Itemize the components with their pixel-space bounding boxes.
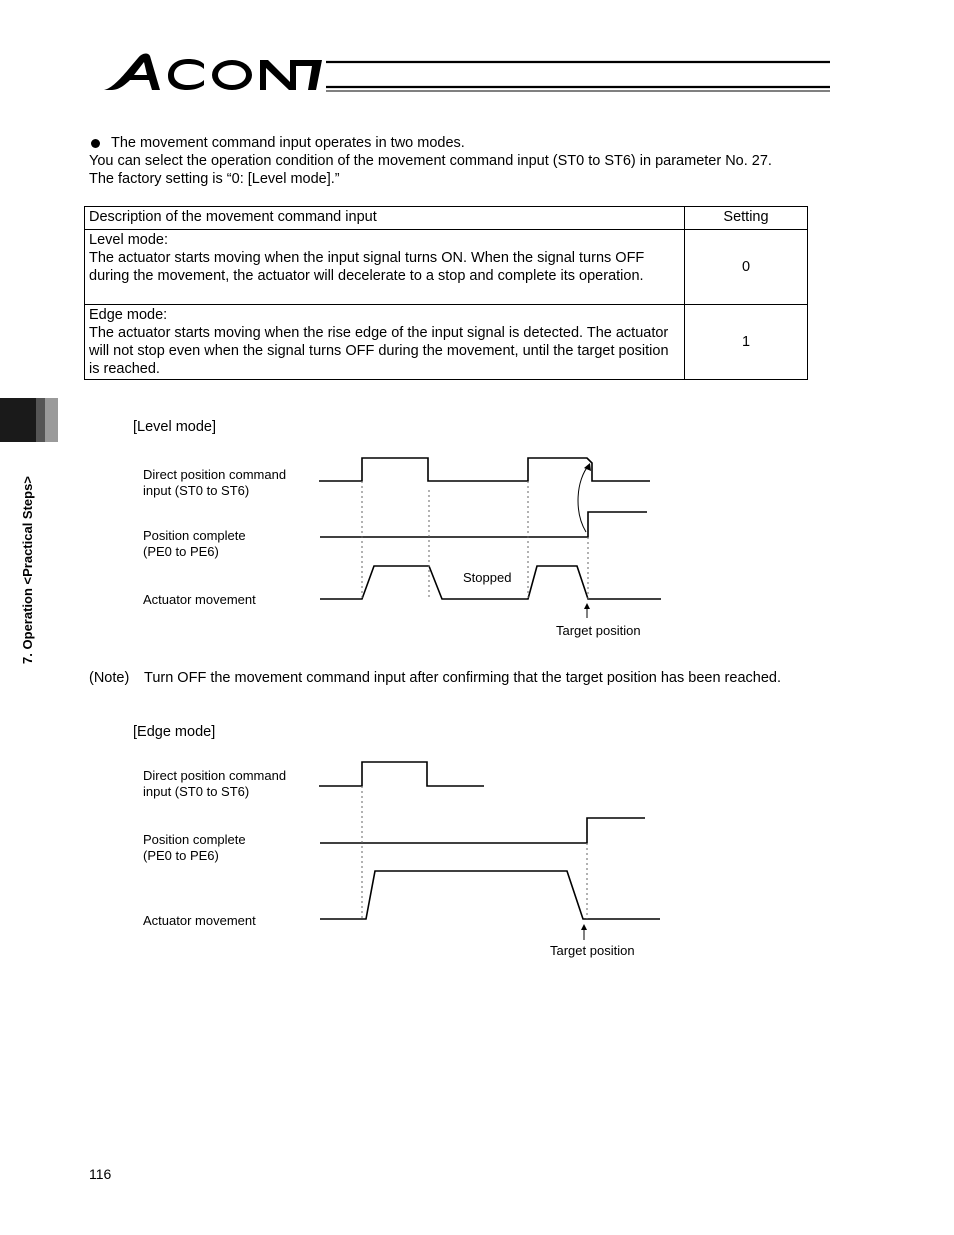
level-mode-title: [Level mode] [133, 419, 217, 435]
edge-signal-complete-label: Position complete (PE0 to PE6) [143, 832, 246, 863]
mode-description: The actuator starts moving when the rise edge of the input signal is detected. The actuator will not stop even when the signal turns OFF during the movement, until the target position is reached. [89, 325, 669, 377]
edge-movement-waveform [320, 871, 660, 919]
chapter-tab [0, 398, 58, 442]
acon-logo-graphic [104, 50, 834, 96]
page-number: 116 [89, 1166, 112, 1182]
edge-signal-movement-label: Actuator movement [143, 913, 256, 928]
level-signal-complete-label: Position complete (PE0 to PE6) [143, 528, 246, 559]
mode-title: Level mode: [89, 232, 168, 248]
edge-mode-timing-diagram [0, 750, 954, 950]
note-tag: (Note) [89, 670, 130, 686]
table-header-setting: Setting [685, 207, 808, 230]
mode-description: The actuator starts moving when the input signal turns ON. When the signal turns OFF during the movement, the actuator will decelerate to a stop and complete its operation. [89, 250, 645, 284]
level-complete-waveform [320, 512, 647, 537]
level-signal-command-label: Direct position command input (ST0 to ST6) [143, 467, 287, 498]
table-header-description: Description of the movement command input [85, 207, 685, 230]
table-row [85, 230, 808, 305]
table-cell-setting: 0 [685, 230, 808, 305]
intro-bullet-text: The movement command input operates in two modes. [111, 135, 465, 151]
intro-line-2: You can select the operation condition of the movement command input (ST0 to ST6) in parameter No. 27. [89, 153, 772, 169]
mode-settings-table [84, 206, 808, 380]
bullet-icon [91, 139, 100, 148]
level-stopped-label: Stopped [463, 570, 512, 585]
edge-complete-waveform [320, 818, 645, 843]
level-signal-movement-label: Actuator movement [143, 592, 256, 607]
edge-command-waveform [319, 762, 484, 786]
intro-bullet-line [89, 134, 889, 152]
edge-mode-title: [Edge mode] [133, 724, 216, 740]
level-command-waveform [319, 458, 650, 481]
table-cell-description [85, 230, 685, 305]
table-cell-description [85, 305, 685, 380]
note-text: Turn OFF the movement command input after confirming that the target position has been reached. [144, 670, 781, 686]
level-target-label: Target position [556, 623, 641, 638]
level-movement-waveform [320, 566, 661, 599]
note [89, 670, 939, 686]
edge-target-label: Target position [550, 943, 635, 958]
table-row [85, 305, 808, 380]
acon-logo [104, 50, 834, 96]
mode-title: Edge mode: [89, 307, 168, 323]
table-cell-setting: 1 [685, 305, 808, 380]
chapter-tab-graphic [0, 398, 58, 442]
intro-text [89, 134, 889, 188]
level-mode-timing-diagram [0, 440, 954, 640]
edge-signal-command-label: Direct position command input (ST0 to ST6) [143, 768, 287, 799]
chapter-label: 7. Operation <Practical Steps> [20, 476, 35, 664]
table-header-row [85, 207, 808, 230]
intro-line-3: The factory setting is “0: [Level mode].” [89, 171, 340, 187]
